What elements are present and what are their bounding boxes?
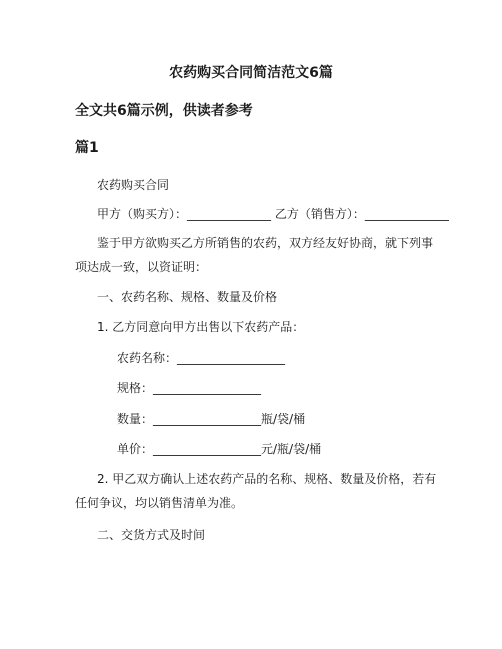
preamble-line-1: 鉴于甲方欲购买乙方所销售的农药，双方经友好协商，就下列事 [97,236,434,250]
clause-1-heading: 一、农药名称、规格、数量及价格 [97,290,278,304]
clause-1-item-2-line-1: 2. 甲乙双方确认上述农药产品的名称、规格、数量及价格，若有 [97,472,437,486]
field-specification: 规格：__________________ [117,381,262,395]
preamble-line-2: 项达成一致，以资证明： [75,260,208,274]
parties-line: 甲方（购买方）：______________ 乙方（销售方）：______________ [97,207,449,221]
clause-2-heading: 二、交货方式及时间 [97,528,206,542]
section-heading: 篇1 [75,140,99,156]
clause-1-item-1: 1. 乙方同意向甲方出售以下农药产品： [97,320,305,334]
document-subtitle: 全文共6篇示例，供读者参考 [75,103,253,119]
field-pesticide-name: 农药名称：__________________ [117,351,286,365]
field-unit-price: 单价：__________________元/瓶/袋/桶 [117,442,322,456]
document-title: 农药购买合同简洁范文6篇 [169,65,333,81]
field-quantity: 数量：__________________瓶/袋/桶 [117,412,306,426]
contract-name: 农药购买合同 [97,178,170,192]
clause-1-item-2-line-2: 任何争议，均以销售清单为准。 [75,496,244,510]
